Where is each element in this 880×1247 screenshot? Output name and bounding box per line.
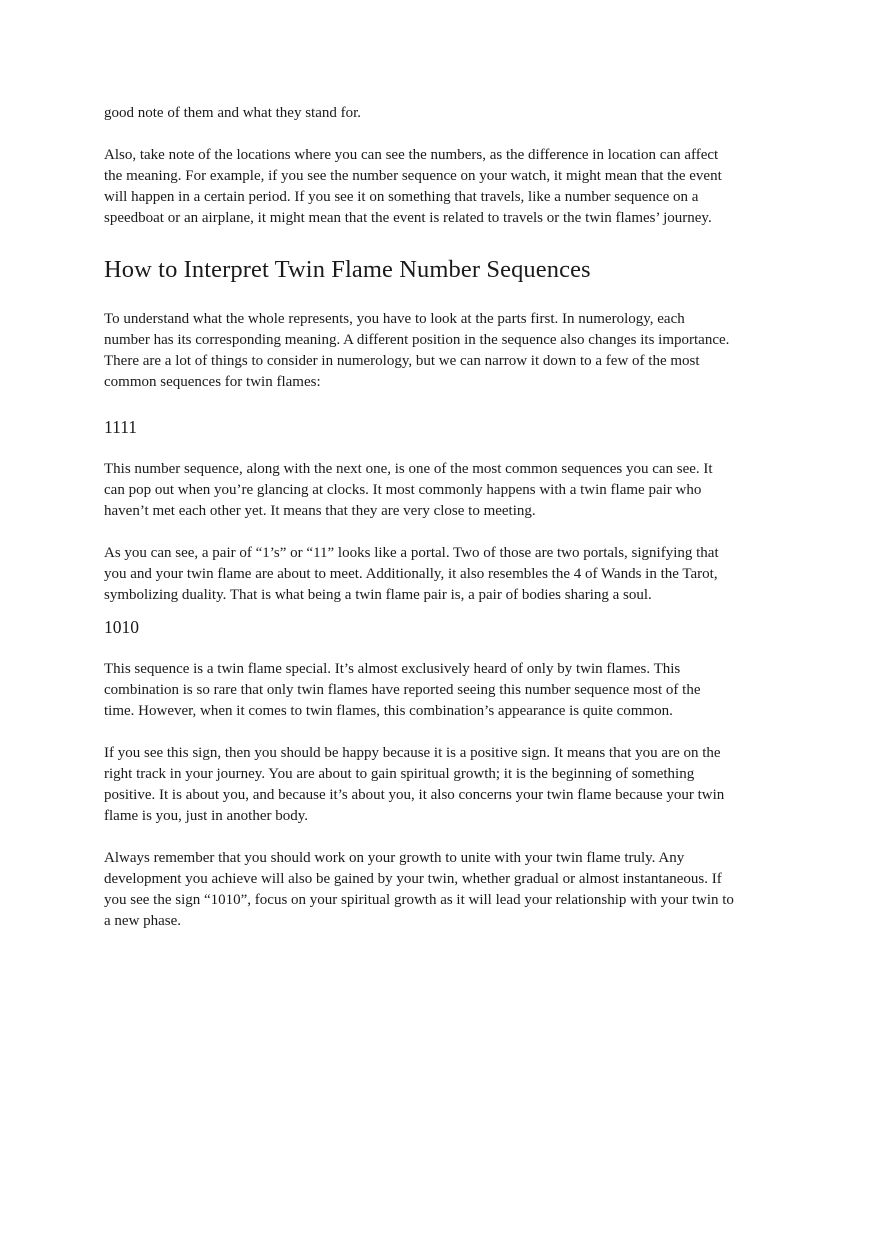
section-heading: How to Interpret Twin Flame Number Sequences: [104, 256, 591, 283]
heading-intro-paragraph: To understand what the whole represents, you have to look at the parts first. In numerology, each number has its corresponding meaning. A different position in the sequence also changes its importance. There are a lot of things to consider in numerology, but we can narrow it down to a few of the most common sequences for twin flames:: [104, 311, 730, 390]
intro-paragraph-2: Also, take note of the locations where you can see the numbers, as the difference in location can affect the meaning. For example, if you see the number sequence on your watch, it might mean that the event will happen in a certain period. If you see it on something that travels, like a number sequence on a speedboat or an airplane, it might mean that the event is related to travels or the twin flames’ journey.: [104, 147, 722, 226]
paragraph-1010-3: Always remember that you should work on your growth to unite with your twin flame truly. Any development you achieve will also be gained by your twin, whether gradual or almost instantaneous. If you see the sign “1010”, focus on your spiritual growth as it will lead your relationship with your twin to a new phase.: [104, 850, 734, 929]
document-page: [104, 103, 734, 932]
paragraph-1111-2: As you can see, a pair of “1’s” or “11” looks like a portal. Two of those are two portals, signifying that you and your twin flame are about to meet. Additionally, it also resembles the 4 of Wands in the Tarot, symbolizing duality. That is what being a twin flame pair is, a pair of bodies sharing a soul.: [104, 545, 719, 603]
paragraph-1010-2: If you see this sign, then you should be happy because it is a positive sign. It means that you are on the right track in your journey. You are about to gain spiritual growth; it is the beginning of something positive. It is about you, and because it’s about you, it also concerns your twin flame because your twin flame is you, just in another body.: [104, 745, 725, 824]
paragraph-1111-1: This number sequence, along with the next one, is one of the most common sequences you can see. It can pop out when you’re glancing at clocks. It most commonly happens with a twin flame pair who haven’t met each other yet. It means that they are very close to meeting.: [104, 461, 713, 519]
intro-paragraph-1: good note of them and what they stand for.: [104, 105, 362, 121]
subheading-1010: 1010: [104, 617, 139, 637]
subheading-1111: 1111: [104, 417, 138, 437]
paragraph-1010-1: This sequence is a twin flame special. It’s almost exclusively heard of only by twin flames. This combination is so rare that only twin flames have reported seeing this number sequence most of the time. However, when it comes to twin flames, this combination’s appearance is quite common.: [104, 661, 701, 719]
